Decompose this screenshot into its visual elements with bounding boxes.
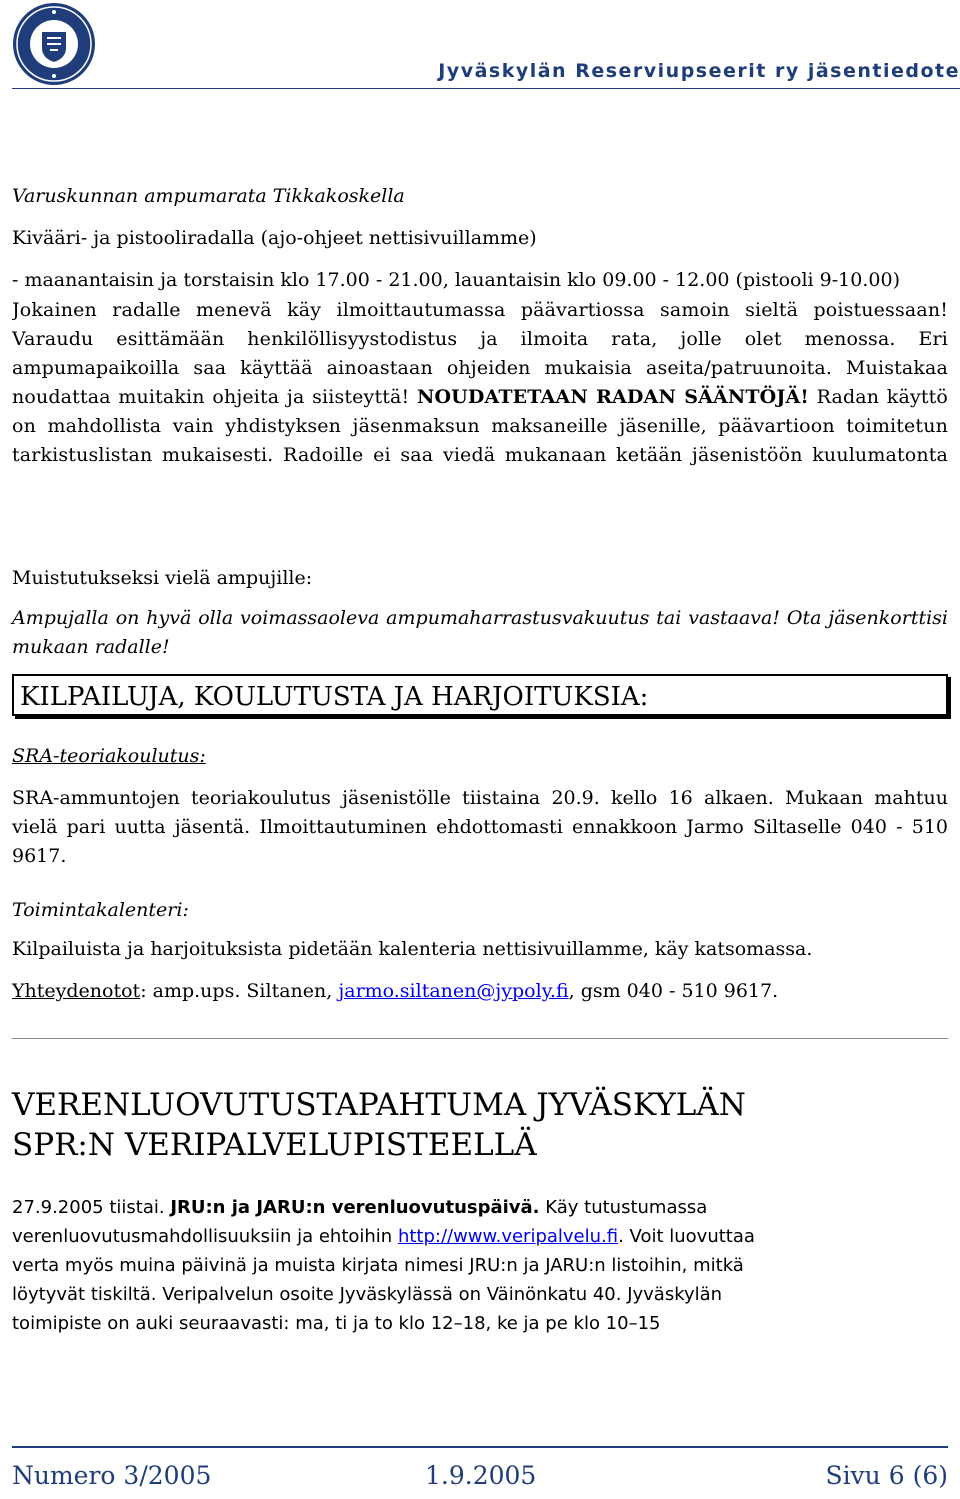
newsletter-title: Jyväskylän Reserviupseerit ry jäsentiedote bbox=[438, 60, 960, 82]
blood-line-1-rest: Käy tutustumassa bbox=[539, 1197, 708, 1218]
header-divider bbox=[12, 88, 960, 89]
range-line-rifle: Kivääri- ja pistooliradalla (ajo-ohjeet nettisivuillamme) bbox=[12, 227, 537, 249]
range-heading: Varuskunnan ampumarata Tikkakoskella bbox=[12, 185, 405, 207]
footer-date: 1.9.2005 bbox=[425, 1461, 537, 1490]
contact-text-b: , gsm 040 - 510 9617. bbox=[568, 980, 779, 1002]
calendar-text: Kilpailuista ja harjoituksista pidetään kalenteria nettisivuillamme, käy katsomassa. bbox=[12, 938, 813, 960]
range-rules-paragraph bbox=[12, 296, 948, 528]
blood-line-2 bbox=[12, 1222, 948, 1251]
blood-date: 27.9.2005 tiistai. bbox=[12, 1197, 171, 1218]
blood-line-4: löytyvät tiskiltä. Veripalvelun osoite Jyväskylässä on Väinönkatu 40. Jyväskylän bbox=[12, 1284, 723, 1305]
blood-event-name: JRU:n ja JARU:n verenluovutuspäivä. bbox=[170, 1197, 540, 1218]
contact-line bbox=[12, 977, 948, 1006]
footer-divider bbox=[12, 1446, 948, 1448]
blood-line-5: toimipiste on auki seuraavasti: ma, ti ja to klo 12–18, ke ja pe klo 10–15 bbox=[12, 1313, 661, 1334]
reminder-text: Ampujalla on hyvä olla voimassaoleva ampumaharrastusvakuutus tai vastaava! Ota jäsenkorttisi mukaan radalle! bbox=[12, 607, 948, 658]
blood-heading-line1: VERENLUOVUTUSTAPAHTUMA JYVÄSKYLÄN bbox=[12, 1087, 746, 1123]
blood-heading-line2: SPR:N VERIPALVELUPISTEELLÄ bbox=[12, 1127, 537, 1163]
contact-email-link[interactable]: jarmo.siltanen@jypoly.fi bbox=[338, 980, 569, 1002]
sra-text: SRA-ammuntojen teoriakoulutus jäsenistölle tiistaina 20.9. kello 16 alkaen. Mukaan mahtuu vielä pari uutta jäsentä. Ilmoittautuminen ehdottomasti ennakkoon Jarmo Siltaselle 040 - 510 9617. bbox=[12, 787, 948, 867]
footer-page-number: Sivu 6 (6) bbox=[825, 1461, 948, 1490]
veripalvelu-link[interactable]: http://www.veripalvelu.fi bbox=[397, 1226, 619, 1247]
calendar-heading: Toimintakalenteri: bbox=[12, 899, 189, 921]
section-divider bbox=[12, 1038, 948, 1039]
competitions-heading: KILPAILUJA, KOULUTUSTA JA HARJOITUKSIA: bbox=[12, 674, 948, 716]
range-rules-text-a: Jokainen radalle menevä käy ilmoittautumassa päävartiossa samoin sieltä poistuessaan! Varaudu esittämään henkilöllisyystodistus ja ilmoita rata, jolle olet menossa. Eri ampumapaikoilla saa käyttää ainoastaan ohjeiden mukaisia aseita/patruunoita. Muistakaa noudattaa muitakin ohjeita ja siisteyttä! bbox=[12, 299, 948, 408]
contact-label: Yhteydenotot bbox=[12, 980, 141, 1002]
reminder-label: Muistutukseksi vielä ampujille: bbox=[12, 567, 313, 589]
range-rules-text-b: Radan käyttö on mahdollista vain yhdistyksen jäsenmaksun maksaneille jäsenille, päävartioon toimitetun tarkistuslistan mukaisesti. Radoille ei saa viedä mukanaan ketään jäsenistöön kuulumatonta bbox=[12, 386, 948, 466]
contact-text-a: : amp.ups. Siltanen, bbox=[140, 980, 339, 1002]
range-rules-emphasis: NOUDATETAAN RADAN SÄÄNTÖJÄ! bbox=[416, 386, 809, 408]
page-header bbox=[12, 0, 960, 90]
blood-line-2-text: verenluovutusmahdollisuuksiin ja ehtoihin bbox=[12, 1226, 398, 1247]
page-footer bbox=[12, 1458, 948, 1494]
footer-issue: Numero 3/2005 bbox=[12, 1461, 212, 1490]
range-line-hours: - maanantaisin ja torstaisin klo 17.00 - 21.00, lauantaisin klo 09.00 - 12.00 (pistooli 9-10.00) bbox=[12, 269, 900, 291]
sra-heading: SRA-teoriakoulutus: bbox=[12, 745, 206, 767]
blood-line-3: verta myös muina päivinä ja muista kirjata nimesi JRU:n ja JARU:n listoihin, mitkä bbox=[12, 1255, 744, 1276]
blood-line-1 bbox=[12, 1193, 948, 1222]
blood-line-2-rest: . Voit luovuttaa bbox=[618, 1226, 755, 1247]
association-logo-emblem bbox=[12, 2, 96, 86]
